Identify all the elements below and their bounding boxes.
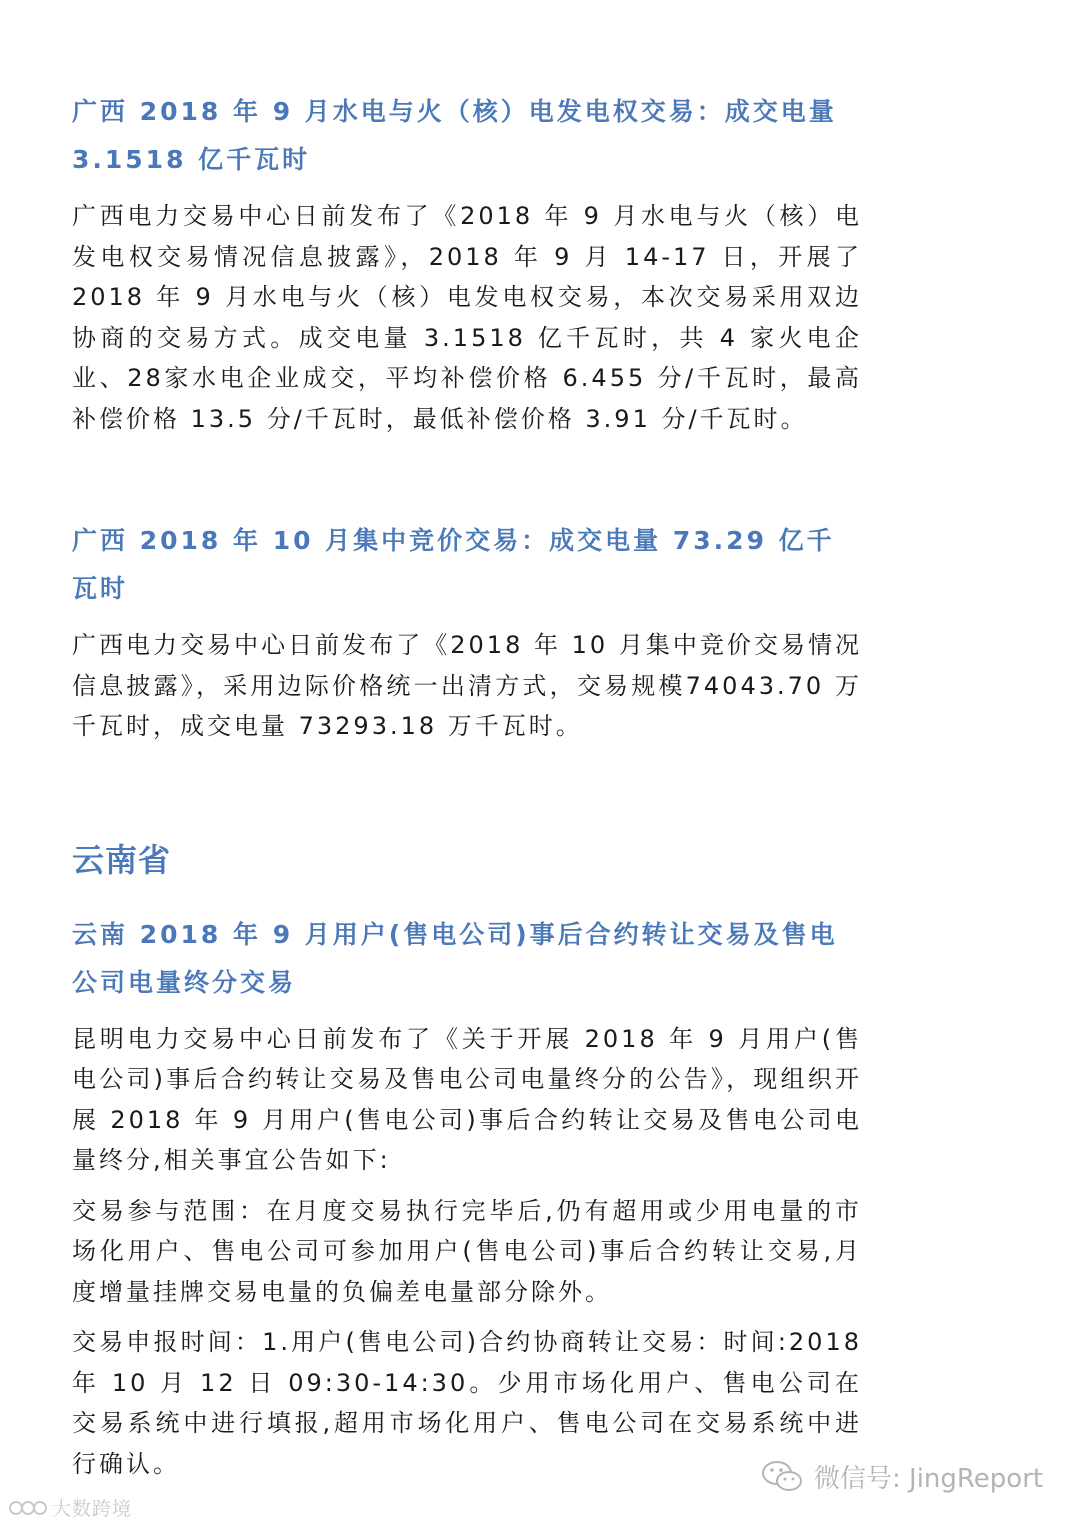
watermark-left-text: 大数跨境 [52, 1498, 133, 1520]
section-title-guangxi-october: 广西 2018 年 10 月集中竞价交易：成交电量 73.29 亿千瓦时 [72, 526, 835, 603]
article [72, 88, 862, 1484]
section-body-guangxi-october: 广西电力交易中心日前发布了《2018 年 10 月集中竞价交易情况信息披露》，采用边际价格统一出清方式，交易规模74043.70 万千瓦时，成交电量 73293.18 万千瓦时。 [72, 631, 862, 740]
watermark-left [8, 1494, 132, 1521]
watermark-right-text: 微信号: JingReport [814, 1464, 1044, 1494]
region-title-yunnan: 云南省 [72, 840, 172, 879]
section-title-yunnan: 云南 2018 年 9 月用户(售电公司)事后合约转让交易及售电公司电量终分交易 [72, 919, 838, 997]
logo-icon [8, 1497, 48, 1519]
section-body-yunnan-intro: 昆明电力交易中心日前发布了《关于开展 2018 年 9 月用户(售电公司)事后合约转让交易及售电公司电量终分的公告》，现组织开展 2018 年 9 月用户(售电公司)事后合约转让交易及售电公司电量终分,相关事宜公告如下: [72, 1024, 862, 1174]
section-body-yunnan-scope: 交易参与范围：在月度交易执行完毕后,仍有超用或少用电量的市场化用户、售电公司可参加用户(售电公司)事后合约转让交易,月度增量挂牌交易电量的负偏差电量部分除外。 [72, 1196, 862, 1306]
section-title-guangxi-september: 广西 2018 年 9 月水电与火（核）电发电权交易：成交电量3.1518 亿千瓦时 [72, 97, 837, 174]
wechat-icon [760, 1459, 804, 1495]
section-body-yunnan-time: 交易申报时间：1.用户(售电公司)合约协商转让交易：时间:2018 年 10 月 12 日 09:30-14:30。少用市场化用户、售电公司在交易系统中进行填报,超用市场化用户、售电公司在交易系统中进行确认。 [72, 1328, 862, 1478]
watermark-right [760, 1458, 1043, 1495]
section-body-guangxi-september: 广西电力交易中心日前发布了《2018 年 9 月水电与火（核）电发电权交易情况信息披露》，2018 年 9 月 14-17 日，开展了2018 年 9 月水电与火（核）电发电权交易，本次交易采用双边协商的交易方式。成交电量 3.1518 亿千瓦时，共 4 家火电企业、28家水电企业成交，平均补偿价格 6.455 分/千瓦时，最高补偿价格 13.5 分/千瓦时，最低补偿价格 3.91 分/千瓦时。 [72, 202, 862, 433]
